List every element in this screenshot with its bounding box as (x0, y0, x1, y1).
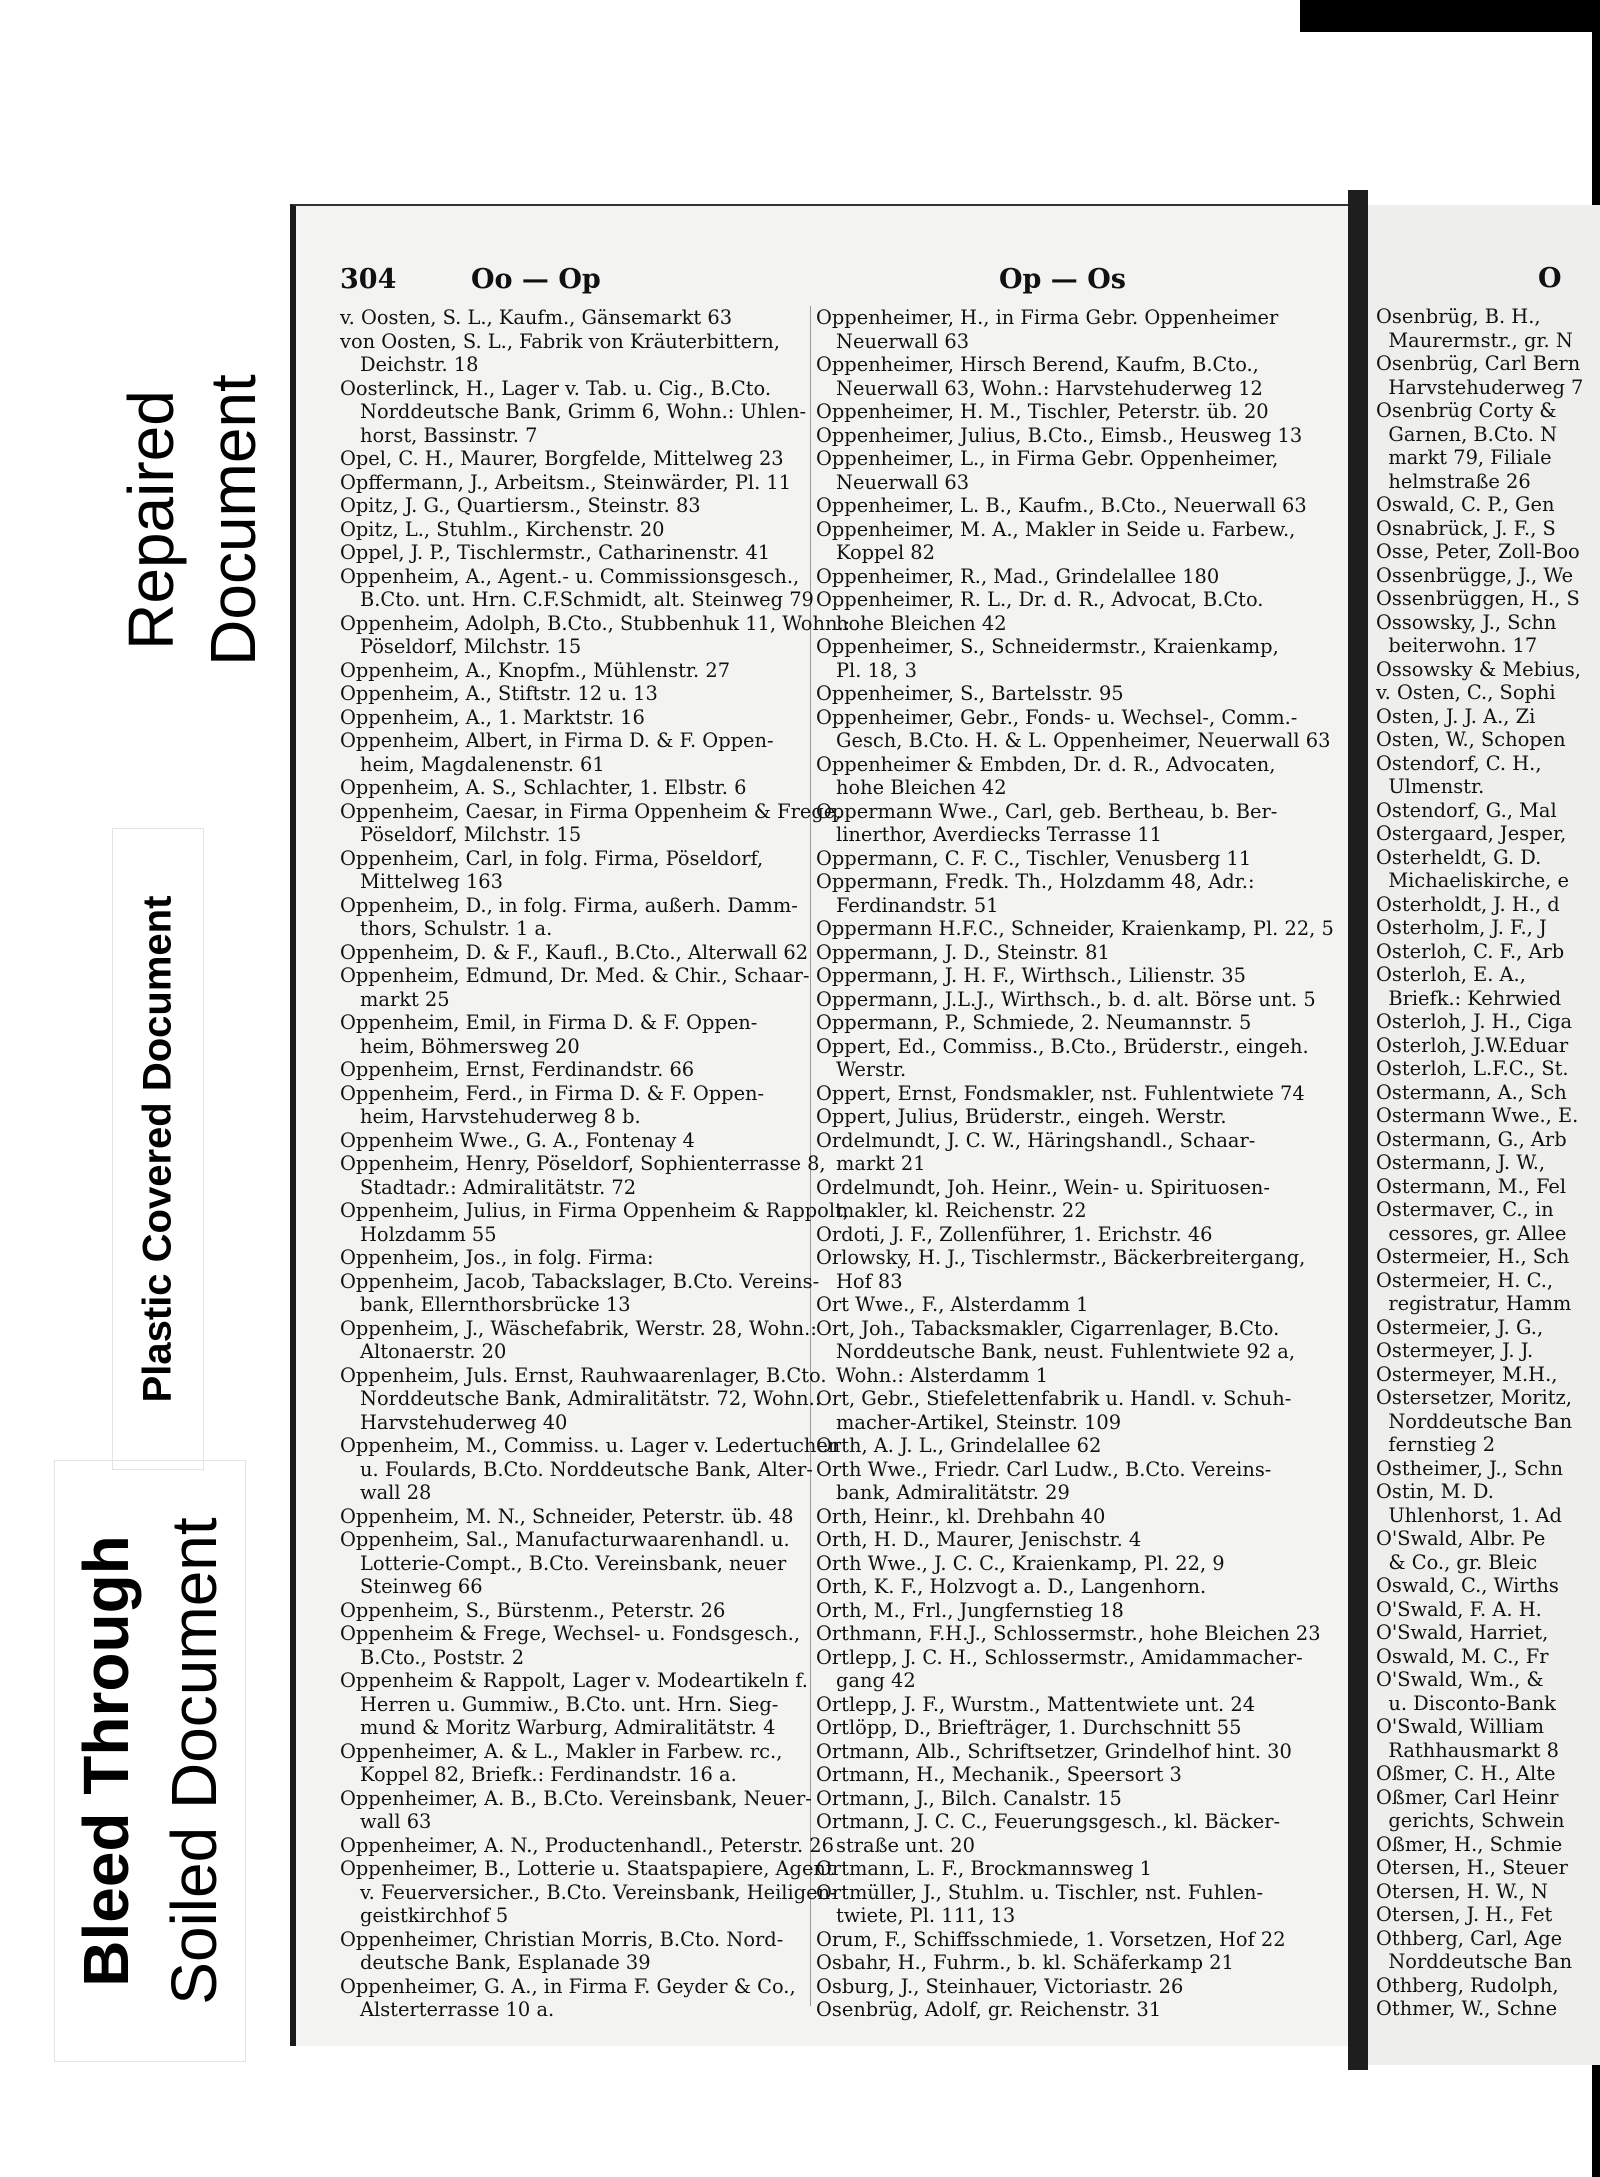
facing-page-line: Osterholm, J. F., J (1376, 916, 1547, 939)
facing-page-line: Ostermann, J. W., (1376, 1151, 1546, 1174)
plastic-covered-label (112, 828, 204, 1470)
facing-page-line: Osterloh, J.W.Eduar (1376, 1033, 1569, 1057)
directory-entry: Oppenheimer, H., in Firma Gebr. Oppenheimer Neuerwall 63 (816, 306, 1279, 353)
directory-entry: Orth Wwe., Friedr. Carl Ludw., B.Cto. Vereins- bank, Admiralitätstr. 29 (816, 1457, 1272, 1504)
directory-entry: Oppenheimer, M. A., Makler in Seide u. Farbew., Koppel 82 (816, 517, 1296, 564)
directory-entry: Oppenheim, Ernst, Ferdinandstr. 66 (340, 1058, 695, 1081)
repaired-label-line-2: Document (197, 374, 269, 666)
directory-entry: v. Oosten, S. L., Kaufm., Gänsemarkt 63 (340, 306, 733, 329)
directory-entry: Oppenheimer, Christian Morris, B.Cto. Nord- deutsche Bank, Esplanade 39 (340, 1927, 784, 1974)
facing-page-line: Michaeliskirche, e (1376, 869, 1569, 892)
directory-entry: Oppermann, P., Schmiede, 2. Neumannstr. 5 (816, 1011, 1252, 1034)
facing-page-line: Ossowsky & Mebius, (1376, 657, 1581, 681)
directory-entry: Oppenheimer, B., Lotterie u. Staatspapiere, Agent v. Feuerversicher., B.Cto. Vereinsbank, Heiligen- geistkirchhof 5 (340, 1857, 837, 1927)
directory-entry: Oppermann, C. F. C., Tischler, Venusberg 11 (816, 846, 1252, 870)
facing-page-line: O'Swald, William (1376, 1715, 1544, 1738)
facing-page-line: Othberg, Carl, Age (1376, 1926, 1563, 1950)
directory-entry: Oppenheim Wwe., G. A., Fontenay 4 (340, 1128, 695, 1152)
directory-entry: Ortmann, J., Bilch. Canalstr. 15 (816, 1786, 1122, 1810)
facing-page-line: Rathhausmarkt 8 (1376, 1738, 1559, 1762)
facing-page-line: Osenbrüg, B. H., (1376, 305, 1541, 328)
facing-page-line: Otersen, H. W., N (1376, 1879, 1548, 1903)
directory-entry: Oppenheim & Rappolt, Lager v. Modeartikeln f. Herren u. Gummiw., B.Cto. unt. Hrn. Sieg- mund & Moritz Warburg, Admiralitätstr. 4 (340, 1669, 808, 1739)
facing-page-line: Ossenbrüggen, H., S (1376, 587, 1580, 610)
facing-page-line: Ostermeyer, J. J. (1376, 1339, 1534, 1362)
facing-page-line: Norddeutsche Ban (1376, 1950, 1573, 1973)
directory-entry: Ortlepp, J. F., Wurstm., Mattentwiete unt. 24 (816, 1692, 1256, 1716)
directory-entry: Ortmann, L. F., Brockmannsweg 1 (816, 1857, 1153, 1880)
directory-entry: Oosterlinck, H., Lager v. Tab. u. Cig., B.Cto. Norddeutsche Bank, Grimm 6, Wohn.: Uhlen- horst, Bassinstr. 7 (340, 376, 807, 447)
facing-page-line: Maurermstr., gr. N (1376, 328, 1573, 352)
facing-page-line: Ossenbrügge, J., We (1376, 563, 1574, 587)
directory-entry: Oppenheim, Caesar, in Firma Oppenheim & Frege, Pöseldorf, Milchstr. 15 (340, 799, 842, 846)
directory-entry: Oppenheim, Ferd., in Firma D. & F. Oppen- heim, Harvstehuderweg 8 b. (340, 1081, 765, 1128)
facing-page-line: Oßmer, H., Schmie (1376, 1832, 1563, 1856)
directory-entry: Orth Wwe., J. C. C., Kraienkamp, Pl. 22, 9 (816, 1551, 1225, 1575)
facing-page-line: gerichts, Schwein (1376, 1809, 1565, 1832)
facing-page-line: Osnabrück, J. F., S (1376, 516, 1556, 540)
facing-page-line: Otersen, J. H., Fet (1376, 1903, 1553, 1926)
directory-entry: Ordelmundt, Joh. Heinr., Wein- u. Spirituosen- makler, kl. Reichenstr. 22 (816, 1175, 1270, 1222)
directory-entry: Ordelmundt, J. C. W., Häringshandl., Schaar- markt 21 (816, 1128, 1256, 1175)
directory-entry: Oppenheim, Albert, in Firma D. & F. Oppen- heim, Magdalenenstr. 61 (340, 729, 774, 776)
directory-entry: Oppenheim, Jacob, Tabackslager, B.Cto. Vereins- bank, Ellernthorsbrücke 13 (340, 1269, 820, 1316)
facing-page-line: v. Osten, C., Sophi (1376, 681, 1556, 704)
directory-entry: Osbahr, H., Fuhrm., b. kl. Schäferkamp 21 (816, 1951, 1234, 1974)
directory-entry: Oppenheimer, S., Bartelsstr. 95 (816, 682, 1124, 705)
soiled-document-text: Soiled Document (158, 1517, 230, 2005)
facing-page-line: Ostendorf, G., Mal (1376, 798, 1557, 822)
repaired-label-line-1: Repaired (115, 390, 187, 650)
directory-entry: Ortlepp, J. C. H., Schlossermstr., Amidammacher- gang 42 (816, 1645, 1303, 1692)
directory-entry: Oppenheim, A., Stiftstr. 12 u. 13 (340, 682, 658, 705)
directory-entry: Oppenheimer, Hirsch Berend, Kaufm, B.Cto., Neuerwall 63, Wohn.: Harvstehuderweg 12 (816, 353, 1263, 400)
directory-entry: Ort Wwe., F., Alsterdamm 1 (816, 1293, 1089, 1316)
directory-entry: Oppenheim, Juls. Ernst, Rauhwaarenlager, B.Cto. Norddeutsche Bank, Admiralitätstr. 72, Wohn.: Harvstehuderweg 40 (340, 1363, 827, 1434)
directory-entry: Oppert, Ed., Commiss., B.Cto., Brüderstr., eingeh. Werstr. (816, 1034, 1309, 1081)
directory-entry: von Oosten, S. L., Fabrik von Kräuterbittern, Deichstr. 18 (340, 329, 780, 376)
directory-entry: Oppenheim, M., Commiss. u. Lager v. Ledertuchen u. Foulards, B.Cto. Norddeutsche Bank, Alter- wall 28 (340, 1434, 841, 1504)
facing-page-line: Ostermann Wwe., E. (1376, 1104, 1579, 1127)
facing-page-line: O'Swald, F. A. H. (1376, 1597, 1542, 1621)
facing-page-line: Ulmenstr. (1376, 775, 1485, 798)
bleed-through-text: Bleed Through (70, 1535, 142, 1987)
directory-entry: Oppenheimer & Embden, Dr. d. R., Advocaten, hohe Bleichen 42 (816, 752, 1276, 799)
directory-entry: Oppenheimer, L., in Firma Gebr. Oppenheimer, Neuerwall 63 (816, 447, 1279, 494)
facing-page-line: Oswald, M. C., Fr (1376, 1644, 1549, 1668)
directory-entry: Oppermann, J. D., Steinstr. 81 (816, 940, 1110, 964)
facing-page-line: O'Swald, Albr. Pe (1376, 1527, 1546, 1550)
directory-entry: Orth, Heinr., kl. Drehbahn 40 (816, 1504, 1106, 1528)
directory-entry: Oppenheim, Sal., Manufacturwaarenhandl. u. Lotterie-Compt., B.Cto. Vereinsbank, neuer Steinweg 66 (340, 1528, 790, 1598)
facing-page-line: Ostergaard, Jesper, (1376, 822, 1567, 845)
directory-entry: Oppenheim, Edmund, Dr. Med. & Chir., Schaar- markt 25 (340, 964, 810, 1011)
facing-page-line: Ostermeyer, M.H., (1376, 1362, 1558, 1386)
directory-entry: Oppenheim, M. N., Schneider, Peterstr. üb. 48 (340, 1504, 794, 1528)
facing-page-line: Ossowsky, J., Schn (1376, 610, 1557, 634)
directory-entry: Oppenheim, Emil, in Firma D. & F. Oppen- heim, Böhmersweg 20 (340, 1011, 758, 1058)
directory-entry: Orth, A. J. L., Grindelallee 62 (816, 1434, 1102, 1457)
directory-entry: Ortmann, Alb., Schriftsetzer, Grindelhof hint. 30 (816, 1739, 1292, 1763)
left-column (340, 306, 850, 2022)
facing-page-line: Oßmer, C. H., Alte (1376, 1762, 1556, 1785)
directory-entry: Oppenheimer, Gebr., Fonds- u. Wechsel-, Comm.- Gesch, B.Cto. H. & L. Oppenheimer, Neuerwall 63 (816, 705, 1331, 752)
directory-entry: Oppenheim, A., Agent.- u. Commissionsgesch., B.Cto. unt. Hrn. C.F.Schmidt, alt. Steinweg 79 (340, 564, 814, 611)
facing-page-line: O'Swald, Wm., & (1376, 1668, 1544, 1691)
repaired-document-label (112, 250, 272, 790)
left-column-header: Oo — Op (471, 264, 601, 295)
facing-page-line: Osterholdt, J. H., d (1376, 892, 1560, 916)
directory-entry: Ort, Gebr., Stiefelettenfabrik u. Handl. v. Schuh- macher-Artikel, Steinstr. 109 (816, 1387, 1292, 1434)
facing-page-line: Osterloh, J. H., Ciga (1376, 1010, 1573, 1033)
directory-page (290, 204, 1354, 2046)
directory-entry: Oppermann, J. H. F., Wirthsch., Lilienstr. 35 (816, 964, 1246, 987)
directory-entry: Ortmüller, J., Stuhlm. u. Tischler, nst. Fuhlen- twiete, Pl. 111, 13 (816, 1880, 1264, 1927)
facing-page-line: Oswald, C. P., Gen (1376, 493, 1555, 516)
directory-entry: Oppenheim, Jos., in folg. Firma: (340, 1246, 654, 1269)
facing-page-line: Ostermann, M., Fel (1376, 1174, 1567, 1198)
directory-entry: Ordoti, J. F., Zollenführer, 1. Erichstr. 46 (816, 1222, 1213, 1246)
directory-entry: Orth, H. D., Maurer, Jenischstr. 4 (816, 1528, 1142, 1551)
directory-entry: Oppenheim, Adolph, B.Cto., Stubbenhuk 11, Wohn.: Pöseldorf, Milchstr. 15 (340, 611, 851, 658)
directory-entry: Ort, Joh., Tabacksmakler, Cigarrenlager, B.Cto. Norddeutsche Bank, neust. Fuhlentwiete 92 a, Wohn.: Alsterdamm 1 (816, 1316, 1295, 1387)
directory-entry: Oppenheimer, G. A., in Firma F. Geyder & Co., Alsterterrasse 10 a. (340, 1974, 796, 2021)
facing-page-line: fernstieg 2 (1376, 1433, 1496, 1456)
directory-entry: Orth, K. F., Holzvogt a. D., Langenhorn. (816, 1575, 1207, 1598)
facing-page-line: Ostermann, G., Arb (1376, 1127, 1567, 1151)
directory-entry: Oppenheim, Henry, Pöseldorf, Sophienterrasse 8, Stadtadr.: Admiralitätstr. 72 (340, 1152, 826, 1199)
facing-page-line: registratur, Hamm (1376, 1292, 1572, 1315)
directory-entry: Osburg, J., Steinhauer, Victoriastr. 26 (816, 1974, 1184, 1998)
facing-page-line: Uhlenhorst, 1. Ad (1376, 1503, 1562, 1527)
facing-page-line: Osenbrüg, Carl Bern (1376, 352, 1581, 375)
directory-entry: Oppert, Julius, Brüderstr., eingeh. Werstr. (816, 1105, 1227, 1128)
facing-page-line: Osterloh, E. A., (1376, 963, 1526, 986)
facing-page-line: Ostermeier, H., Sch (1376, 1245, 1570, 1268)
directory-entry: Oppenheimer, A. B., B.Cto. Vereinsbank, Neuer- wall 63 (340, 1786, 812, 1833)
facing-page-line: Osterloh, L.F.C., St. (1376, 1057, 1569, 1080)
facing-page-line: Ostermann, A., Sch (1376, 1080, 1567, 1104)
facing-page-line: Ostendorf, C. H., (1376, 751, 1542, 775)
facing-page-line: Ostermeier, J. G., (1376, 1315, 1544, 1339)
page-number: 304 (340, 264, 397, 295)
directory-entry: Orlowsky, H. J., Tischlermstr., Bäckerbreitergang, Hof 83 (816, 1246, 1306, 1293)
directory-entry: Oppenheim, S., Bürstenm., Peterstr. 26 (340, 1598, 726, 1622)
facing-page-line: Ostersetzer, Moritz, (1376, 1386, 1572, 1409)
directory-entry: Oppenheimer, H. M., Tischler, Peterstr. üb. 20 (816, 400, 1269, 423)
facing-page-line: Ostheimer, J., Schn (1376, 1456, 1564, 1480)
book-gutter (1348, 190, 1368, 2070)
directory-entry: Oppermann H.F.C., Schneider, Kraienkamp, Pl. 22, 5 (816, 917, 1334, 940)
directory-entry: Ortlöpp, D., Briefträger, 1. Durchschnitt 55 (816, 1716, 1242, 1739)
facing-page-header: O (1538, 263, 1562, 294)
facing-page-line: Garnen, B.Cto. N (1376, 422, 1558, 446)
directory-entry: Oppermann, Fredk. Th., Holzdamm 48, Adr.: Ferdinandstr. 51 (816, 870, 1255, 917)
right-column-header: Op — Os (999, 264, 1126, 295)
facing-page-line: u. Disconto-Bank (1376, 1691, 1556, 1715)
directory-entry: Oppenheim, D. & F., Kaufl., B.Cto., Alterwall 62 (340, 940, 809, 964)
facing-page-line: Ostin, M. D. (1376, 1480, 1494, 1503)
facing-page-line: Othmer, W., Schne (1376, 1997, 1558, 2020)
directory-entry: Oppenheim, D., in folg. Firma, außerh. Damm- thors, Schulstr. 1 a. (340, 893, 798, 940)
directory-entry: Oppenheimer, A. N., Productenhandl., Peterstr. 26 (340, 1833, 834, 1857)
facing-page-line: Osenbrüg Corty & (1376, 399, 1557, 422)
scan-border-top (1300, 0, 1600, 32)
directory-entry: Ortmann, H., Mechanik., Speersort 3 (816, 1763, 1182, 1786)
facing-page-line: Briefk.: Kehrwied (1376, 986, 1562, 1010)
directory-entry: Oppenheim, Carl, in folg. Firma, Pöseldorf, Mittelweg 163 (340, 846, 764, 893)
directory-entry: Oppenheimer, L. B., Kaufm., B.Cto., Neuerwall 63 (816, 494, 1307, 517)
directory-entry: Orum, F., Schiffsschmiede, 1. Vorsetzen, Hof 22 (816, 1927, 1286, 1951)
facing-page-line: Osten, W., Schopen (1376, 728, 1566, 751)
directory-entry: Opffermann, J., Arbeitsm., Steinwärder, Pl. 11 (340, 470, 792, 494)
facing-page-line: cessores, gr. Allee (1376, 1221, 1567, 1245)
facing-page-line: Osse, Peter, Zoll-Boo (1376, 540, 1580, 563)
facing-page-line: helmstraße 26 (1376, 469, 1531, 493)
directory-entry: Oppenheim & Frege, Wechsel- u. Fondsgesch., B.Cto., Poststr. 2 (340, 1622, 801, 1669)
directory-entry: Oppenheimer, A. & L., Makler in Farbew. rc., Koppel 82, Briefk.: Ferdinandstr. 16 a. (340, 1739, 783, 1786)
facing-page-line: Osterloh, C. F., Arb (1376, 939, 1565, 963)
directory-entry: Oppenheim, A. S., Schlachter, 1. Elbstr. 6 (340, 776, 747, 799)
facing-page-line: Oswald, C., Wirths (1376, 1574, 1559, 1597)
directory-entry: Oppenheimer, R. L., Dr. d. R., Advocat, B.Cto. hohe Bleichen 42 (816, 588, 1264, 635)
directory-entry: Oppenheimer, S., Schneidermstr., Kraienkamp, Pl. 18, 3 (816, 635, 1279, 682)
facing-page-line: Ostermeier, H. C., (1376, 1268, 1554, 1292)
directory-entry: Opitz, J. G., Quartiersm., Steinstr. 83 (340, 494, 701, 517)
directory-entry: Orthmann, F.H.J., Schlossermstr., hohe Bleichen 23 (816, 1622, 1321, 1645)
directory-entry: Oppenheimer, R., Mad., Grindelallee 180 (816, 564, 1220, 588)
directory-entry: Oppenheim, A., Knopfm., Mühlenstr. 27 (340, 658, 731, 682)
plastic-covered-text: Plastic Covered Document (135, 895, 180, 1403)
directory-entry: Oppermann, J.L.J., Wirthsch., b. d. alt. Börse unt. 5 (816, 987, 1316, 1011)
facing-page-line: beiterwohn. 17 (1376, 634, 1538, 657)
facing-page-line: Ostermaver, C., in (1376, 1198, 1554, 1221)
directory-entry: Ortmann, J. C. C., Feuerungsgesch., kl. Bäcker- straße unt. 20 (816, 1810, 1281, 1857)
facing-page-line: Othberg, Rudolph, (1376, 1973, 1559, 1997)
directory-entry: Oppermann Wwe., Carl, geb. Bertheau, b. Ber- linerthor, Averdiecks Terrasse 11 (816, 799, 1278, 846)
facing-page-line: O'Swald, Harriet, (1376, 1621, 1549, 1644)
facing-page-line: Osterheldt, G. D. (1376, 845, 1542, 869)
right-column (816, 306, 1348, 2022)
directory-entry: Oppenheim, A., 1. Marktstr. 16 (340, 705, 645, 729)
directory-entry: Opitz, L., Stuhlm., Kirchenstr. 20 (340, 517, 665, 541)
directory-entry: Oppenheim, J., Wäschefabrik, Werstr. 28, Wohn.: Altonaerstr. 20 (340, 1316, 817, 1363)
directory-entry: Oppel, J. P., Tischlermstr., Catharinenstr. 41 (340, 541, 771, 564)
directory-entry: Oppert, Ernst, Fondsmakler, nst. Fuhlentwiete 74 (816, 1081, 1305, 1105)
facing-page (1368, 205, 1600, 2065)
directory-entry: Osenbrüg, Adolf, gr. Reichenstr. 31 (816, 1998, 1162, 2021)
facing-page-column (1376, 305, 1598, 2021)
directory-entry: Orth, M., Frl., Jungfernstieg 18 (816, 1598, 1124, 1622)
facing-page-line: Oßmer, Carl Heinr (1376, 1785, 1559, 1809)
facing-page-line: Norddeutsche Ban (1376, 1409, 1573, 1433)
facing-page-line: markt 79, Filiale (1376, 446, 1552, 469)
directory-entry: Oppenheim, Julius, in Firma Oppenheim & Rappolt, Holzdamm 55 (340, 1199, 849, 1246)
bleed-soiled-label (54, 1460, 246, 2062)
facing-page-line: Osten, J. J. A., Zi (1376, 704, 1536, 728)
directory-entry: Oppenheimer, Julius, B.Cto., Eimsb., Heusweg 13 (816, 423, 1303, 447)
facing-page-line: Harvstehuderweg 7 (1376, 375, 1584, 399)
facing-page-line: & Co., gr. Bleic (1376, 1550, 1538, 1574)
facing-page-line: Otersen, H., Steuer (1376, 1856, 1568, 1879)
directory-entry: Opel, C. H., Maurer, Borgfelde, Mittelweg 23 (340, 447, 784, 470)
